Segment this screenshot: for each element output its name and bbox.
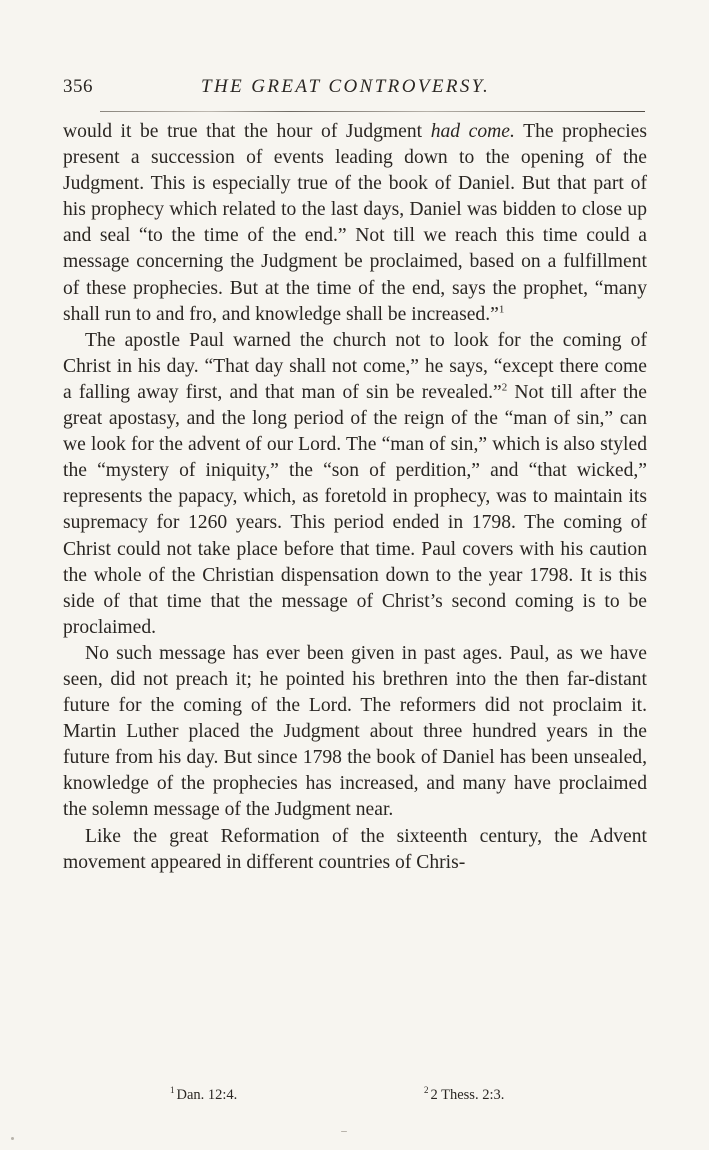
footnote-number: 1 <box>170 1085 175 1096</box>
paragraph <box>63 119 647 328</box>
text-run: would it be true that the hour of Judgment <box>63 121 431 142</box>
text-run: The prophecies present a succession of events leading down to the opening of the Judgment. This is especially true of the book of Daniel. But that part of his prophecy which related to the last days, Daniel was bidden to close up and seal “to the time of the end.” Not till we reach this time could a message concerning the Judgment be proclaimed, based on a fulfillment of these prophecies. But at the time of the end, says the prophet, “many shall run to and fro, and knowledge shall be increased.” <box>63 121 648 325</box>
text-run: The apostle Paul warned the church not to look for the coming of Christ in his day. “That day shall not come,” he says, “except there come a falling away first, and that man of sin be revealed.” <box>63 329 647 403</box>
footnote <box>170 1087 237 1104</box>
footnotes <box>170 1087 570 1107</box>
paragraph <box>63 824 647 876</box>
italic-text: had come. <box>430 121 515 142</box>
running-head <box>63 76 647 102</box>
paper-speck <box>11 1137 14 1140</box>
footnote-marker: 1 <box>498 303 505 316</box>
page-number: 356 <box>63 76 93 97</box>
text-run: Like the great Reformation of the sixteenth century, the Advent movement appeared in different countries of Chris- <box>63 825 647 873</box>
header-rule <box>100 111 645 112</box>
paragraph <box>63 641 647 824</box>
footnote-marker: 2 <box>501 381 508 394</box>
paper-speck <box>341 1131 347 1132</box>
running-title: THE GREAT CONTROVERSY. <box>201 76 491 97</box>
footnote <box>424 1087 504 1104</box>
footnote-text: Dan. 12:4. <box>176 1087 238 1103</box>
body-text <box>63 119 647 876</box>
footnote-number: 2 <box>424 1085 429 1096</box>
footnote-text: 2 Thess. 2:3. <box>430 1087 505 1103</box>
text-run: Not till after the great apostasy, and the long period of the reign of the “man of sin,” can we look for the advent of our Lord. The “man of sin,” which is also styled the “mystery of iniquity,” the “son of perdition,” and “that wicked,” represents the papacy, which, as foretold in prophecy, was to maintain its supremacy for 1260 years. This period ended in 1798. The coming of Christ could not take place before that time. Paul covers with his caution the whole of the Christian dispensation down to the year 1798. It is this side of that time that the message of Christ’s second coming is to be proclaimed. <box>63 381 647 638</box>
paragraph <box>63 328 647 641</box>
text-run: No such message has ever been given in past ages. Paul, as we have seen, did not preach it; he pointed his brethren into the then far-distant future for the coming of the Lord. The reformers did not proclaim it. Martin Luther placed the Judgment about three hundred years in the future from his day. But since 1798 the book of Daniel has been unsealed, knowledge of the prophecies has increased, and many have proclaimed the solemn message of the Judgment near. <box>63 642 647 821</box>
